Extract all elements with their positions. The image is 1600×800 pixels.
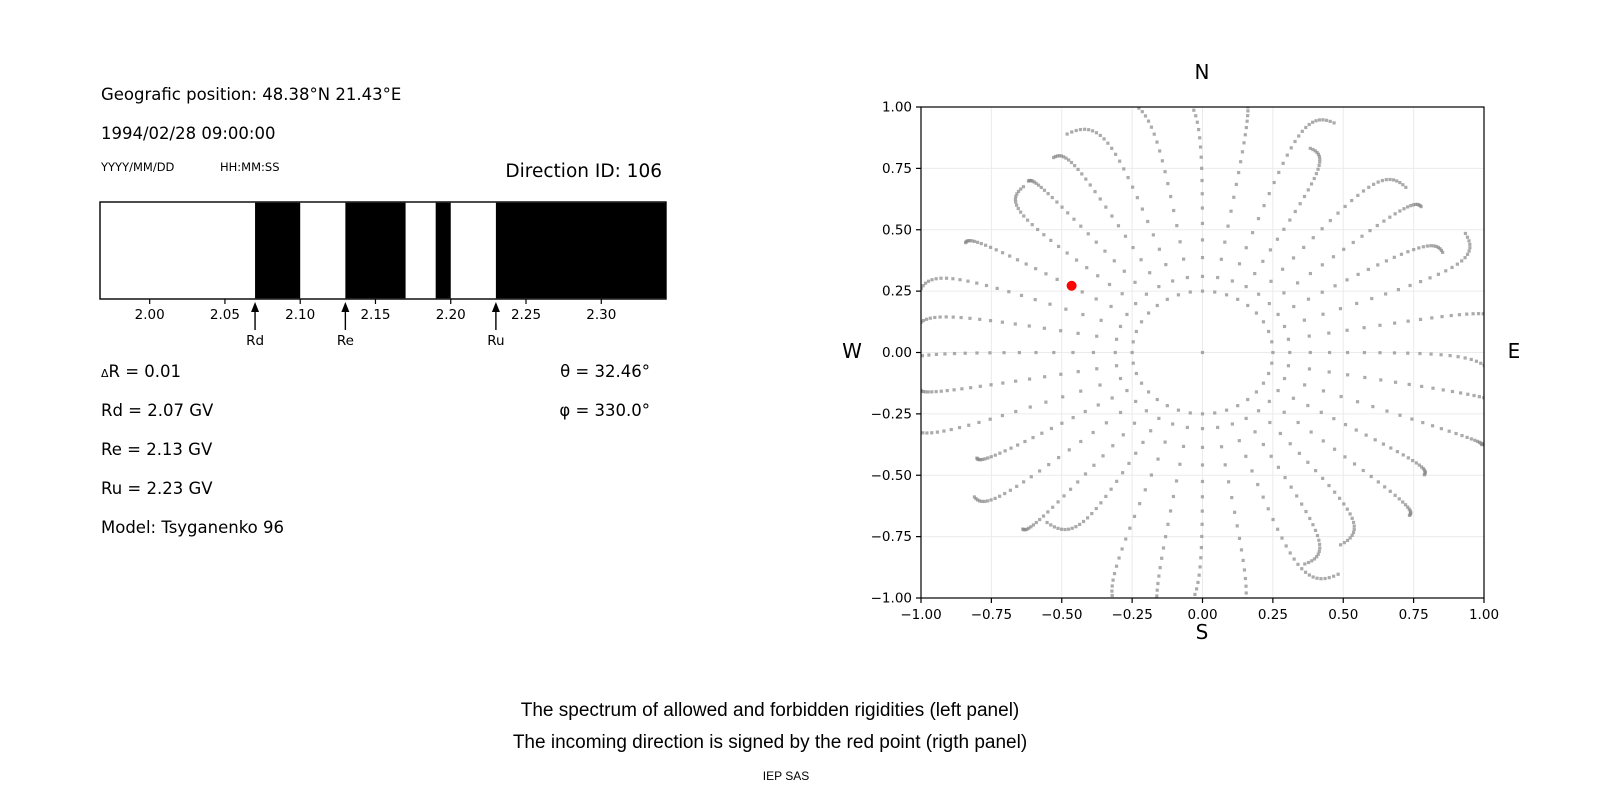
y-tick-label: −0.25 (870, 406, 912, 423)
forbidden-band (496, 203, 666, 299)
x-tick-label: 2.20 (435, 307, 466, 323)
x-tick-label: 0.50 (1328, 607, 1359, 623)
rd-value: Rd = 2.07 GV (101, 401, 214, 420)
theta-value: θ = 32.46° (560, 362, 650, 381)
x-tick-label: 2.00 (134, 307, 165, 323)
time-format-label: HH:MM:SS (220, 160, 280, 174)
date-format-label: YYYY/MM/DD (101, 160, 175, 174)
x-tick-label: 2.15 (360, 307, 391, 323)
caption-line-1: The spectrum of allowed and forbidden rigidities (left panel) (520, 700, 1020, 721)
forbidden-band (255, 203, 300, 299)
cutoff-arrow-Ru (487, 302, 504, 349)
x-tick-label: −1.00 (900, 607, 942, 623)
forbidden-band (345, 203, 405, 299)
delta-rest: R = 0.01 (108, 362, 182, 381)
cutoff-arrow-Re (337, 302, 354, 349)
x-tick-label: 0.00 (1187, 607, 1218, 623)
caption-line-2: The incoming direction is signed by the red point (rigth panel) (512, 732, 1028, 753)
direction-id-label: Direction ID: 106 (505, 161, 662, 182)
compass-east-label: E (1507, 339, 1521, 363)
geo-position-label: Geografic position: 48.38°N 21.43°E (101, 85, 402, 104)
credit-label: IEP SAS (762, 769, 810, 783)
x-tick-label: −0.25 (1111, 607, 1153, 623)
x-tick-label: 2.05 (209, 307, 240, 323)
x-tick-label: 0.25 (1257, 607, 1288, 623)
x-tick-label: 2.10 (285, 307, 316, 323)
direction-map-chart (871, 99, 1499, 623)
y-tick-label: 1.00 (881, 99, 912, 116)
forbidden-band (436, 203, 451, 299)
compass-south-label: S (1195, 620, 1209, 644)
y-tick-label: −0.50 (870, 467, 912, 484)
datetime-label: 1994/02/28 09:00:00 (101, 124, 276, 143)
y-tick-label: −1.00 (870, 590, 912, 607)
arrow-label: Re (336, 333, 354, 349)
phi-value: φ = 330.0° (559, 401, 650, 420)
delta-symbol: Δ (101, 367, 109, 380)
cutoff-arrow-Rd (246, 302, 264, 349)
compass-west-label: W (842, 339, 862, 363)
y-tick-label: 0.00 (881, 345, 912, 361)
y-tick-label: 0.75 (881, 160, 912, 177)
x-tick-label: 2.25 (510, 307, 542, 323)
ru-value: Ru = 2.23 GV (101, 479, 213, 498)
arrow-label: Ru (487, 333, 505, 349)
y-tick-label: 0.25 (881, 283, 912, 300)
x-tick-label: 0.75 (1398, 607, 1429, 623)
y-tick-label: −0.75 (870, 529, 912, 546)
x-tick-label: 2.30 (586, 307, 617, 323)
rigidity-spectrum-chart (100, 202, 666, 349)
model-label: Model: Tsyganenko 96 (101, 518, 285, 537)
x-tick-label: −0.50 (1041, 607, 1083, 623)
x-tick-label: −0.75 (970, 607, 1013, 623)
y-tick-label: 0.50 (881, 222, 912, 239)
compass-north-label: N (1194, 60, 1210, 84)
arrow-label: Rd (246, 333, 265, 349)
re-value: Re = 2.13 GV (101, 440, 213, 459)
red-incoming-direction-point (1067, 281, 1077, 291)
x-tick-label: 1.00 (1468, 607, 1500, 623)
